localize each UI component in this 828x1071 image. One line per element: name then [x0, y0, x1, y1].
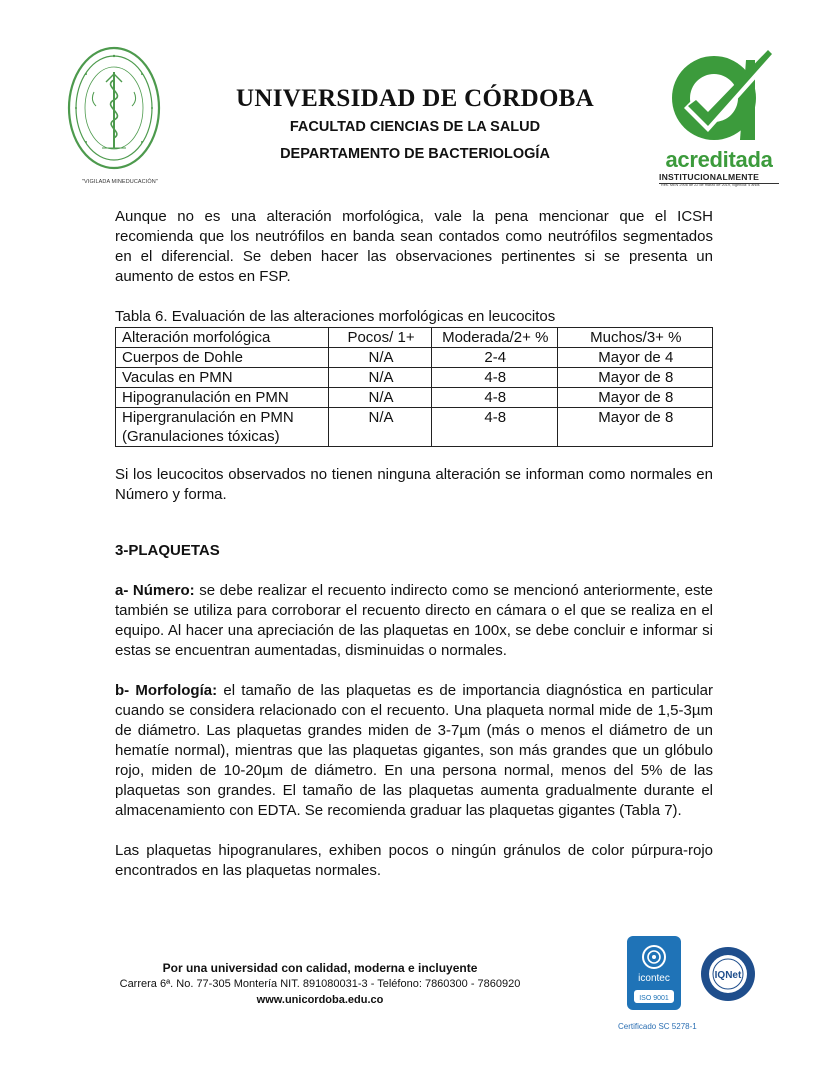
university-title: UNIVERSIDAD DE CÓRDOBA [235, 85, 595, 112]
university-seal-logo [66, 44, 162, 172]
table-cell: Mayor de 8 [557, 368, 712, 388]
table-row [116, 348, 713, 368]
table-cell: 2-4 [431, 348, 557, 368]
table-cell: N/A [329, 368, 432, 388]
iqnet-label: IQNet [714, 970, 742, 981]
table-row [116, 408, 713, 447]
table-header-cell: Pocos/ 1+ [329, 328, 432, 348]
intro-paragraph: Aunque no es una alteración morfológica, vale la pena mencionar que el ICSH recomienda que los neutrófilos en banda sean contados como neutrófilos segmentados en el diferencial. Se deben hacer las observaciones pertinentes si se presenta un aumento de estos en FSP. [115, 208, 713, 285]
footer [80, 960, 560, 1008]
table-cell: Hipogranulación en PMN [116, 388, 329, 408]
hypogranular-paragraph: Las plaquetas hipogranulares, exhiben pocos o ningún gránulos de color púrpura-rojo encontrados en las plaquetas normales. [115, 842, 713, 879]
accreditation-note: Res. MEN 2906 de 22 de marzo de 2019, vigencia: 4 años [661, 183, 760, 187]
table-header-cell: Moderada/2+ % [431, 328, 557, 348]
footer-website: www.unicordoba.edu.co [256, 994, 384, 1006]
footer-address: Carrera 6ª. No. 77-305 Montería NIT. 891080031-3 - Teléfono: 7860300 - 7860920 [119, 978, 521, 990]
number-lead: a- Número: [115, 582, 195, 599]
table-header-row [116, 328, 713, 348]
table-row [116, 388, 713, 408]
morphology-lead: b- Morfología: [115, 682, 218, 699]
footer-slogan: Por una universidad con calidad, moderna e incluyente [162, 961, 478, 975]
faculty-title: FACULTAD CIENCIAS DE LA SALUD [289, 119, 541, 135]
seal-caption: "VIGILADA MINEDUCACIÓN" [82, 179, 158, 185]
platelet-number-paragraph [115, 581, 713, 661]
table-header-cell: Muchos/3+ % [557, 328, 712, 348]
table-cell: N/A [329, 348, 432, 368]
table-header-cell: Alteración morfológica [116, 328, 329, 348]
table-cell: 4-8 [431, 388, 557, 408]
document-body [115, 207, 713, 881]
table-caption: Tabla 6. Evaluación de las alteraciones morfológicas en leucocitos [115, 308, 556, 325]
table-cell: Hipergranulación en PMN (Granulaciones tóxicas) [116, 408, 329, 447]
after-table-paragraph: Si los leucocitos observados no tienen ninguna alteración se informan como normales en Número y forma. [115, 466, 713, 503]
certificate-label: Certificado SC 5278-1 [618, 1022, 697, 1031]
table-cell: Mayor de 4 [557, 348, 712, 368]
number-text: se debe realizar el recuento indirecto como se mencionó anteriormente, este también se utiliza para corroborar el recuento directo en cámara o el que se realiza en el equipo. Al hacer una apreciación de las plaquetas en 100x, se debe concluir e informar si estas se encuentran aumentadas, disminuidas o normales. [115, 582, 713, 659]
accreditation-subtitle: INSTITUCIONALMENTE [659, 172, 779, 184]
platelet-morphology-paragraph [115, 681, 713, 821]
iqnet-certification-logo [699, 945, 757, 1003]
table-cell: 4-8 [431, 368, 557, 388]
leukocyte-morphology-table [115, 327, 713, 447]
department-title: DEPARTAMENTO DE BACTERIOLOGÍA [280, 146, 550, 162]
icontec-certification-logo [626, 935, 682, 1011]
section-title: 3-PLAQUETAS [115, 542, 220, 559]
table-cell: Mayor de 8 [557, 408, 712, 447]
table-cell: N/A [329, 408, 432, 447]
table-cell: Vaculas en PMN [116, 368, 329, 388]
table-cell: Cuerpos de Dohle [116, 348, 329, 368]
table-cell: Mayor de 8 [557, 388, 712, 408]
table-row [116, 368, 713, 388]
table-cell: 4-8 [431, 408, 557, 447]
iso-label: ISO 9001 [639, 995, 669, 1002]
morphology-text: el tamaño de las plaquetas es de importancia diagnóstica en particular cuando se considera relacionado con el recuento. Una plaqueta normal mide de 1,5-3µm de diámetro. Las plaquetas grandes miden de 3-7µm (más o menos el diámetro de un hematíe normal), mientras que las plaquetas gigantes, son más grandes que un glóbulo rojo, miden de 10-20µm de diámetro. En una persona normal, menos del 5% de las plaquetas son grandes. El tamaño de las plaquetas aumenta gradualmente durante el almacenamiento con EDTA. Se recomienda graduar las plaquetas gigantes (Tabla 7). [115, 682, 713, 819]
icontec-label: icontec [638, 973, 670, 984]
accreditation-word: acreditada [665, 147, 773, 172]
table-cell: N/A [329, 388, 432, 408]
